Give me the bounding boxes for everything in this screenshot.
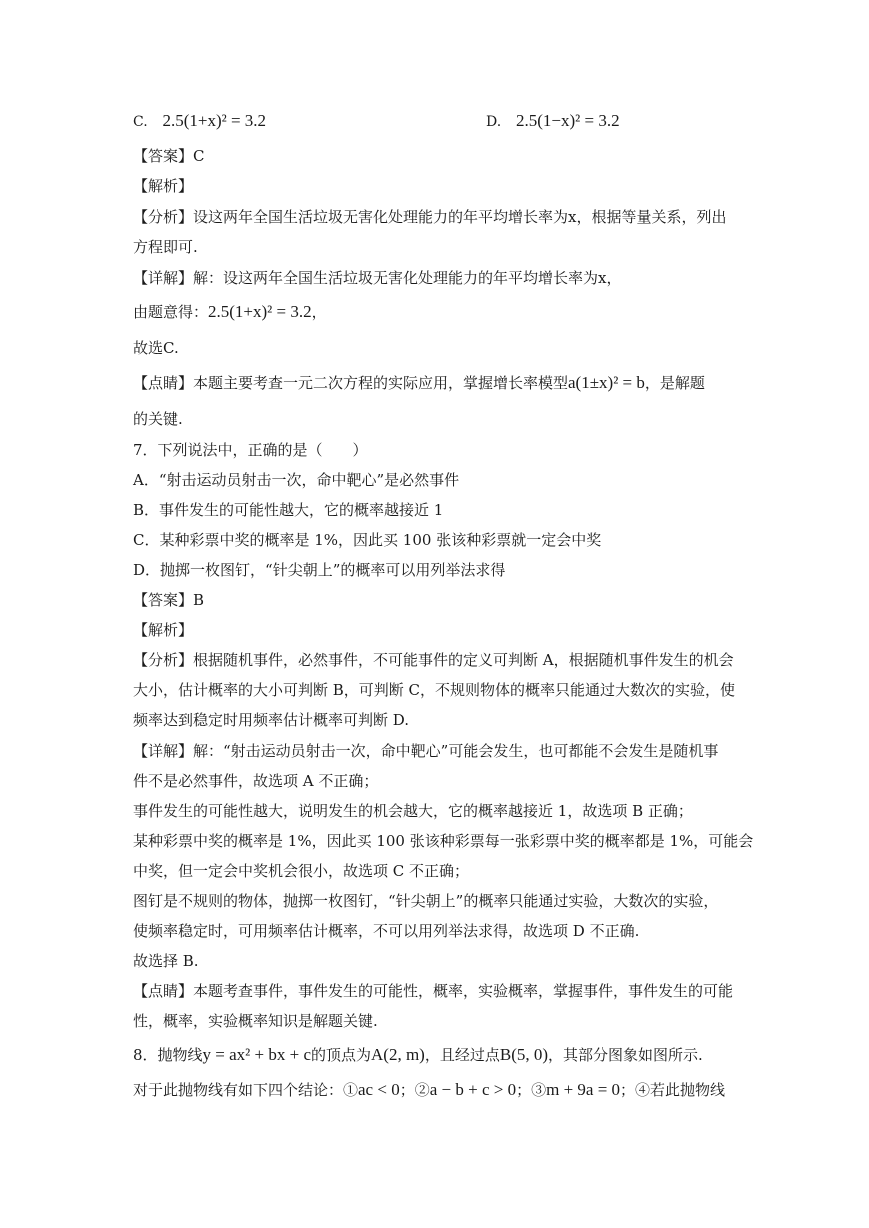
q8-stem-suffix: ，其部分图象如图所示. bbox=[548, 1046, 703, 1064]
q8-conclusion-1: ac < 0 bbox=[358, 1080, 400, 1099]
q7-comment-line: 【点睛】本题考查事件，事件发生的可能性，概率，实验概率，掌握事件，事件发生的可能 bbox=[133, 982, 734, 1000]
q6-detail-equation-line bbox=[133, 302, 327, 322]
q8-parabola-equation: y = ax² + bx + c bbox=[202, 1045, 311, 1064]
q7-comment-line: 性，概率，实验概率知识是解题关键. bbox=[133, 1012, 378, 1030]
q7-detail-line: 图钉是不规则的物体，抛掷一枚图钉，“针尖朝上”的概率只能通过实验，大数次的实验， bbox=[133, 892, 719, 910]
q7-option-b: B．事件发生的可能性越大，它的概率越接近 1 bbox=[133, 501, 444, 519]
q7-detail-line: 故选择 B. bbox=[133, 952, 199, 970]
q8-line-text: ；② bbox=[399, 1081, 430, 1099]
option-c-label: C. bbox=[133, 114, 148, 130]
q6-comment-line bbox=[133, 373, 705, 393]
q7-detail-line: 某种彩票中奖的概率是 1%，因此买 100 张该种彩票每一张彩票中奖的概率都是 1%，可能会 bbox=[133, 832, 754, 850]
option-d-label: D. bbox=[486, 114, 502, 130]
q6-detail-line: 故选C. bbox=[133, 339, 179, 357]
q7-answer: 【答案】B bbox=[133, 591, 205, 609]
q7-analysis-line: 频率达到稳定时用频率估计概率可判断 D. bbox=[133, 711, 410, 729]
q8-conclusion-3: m + 9a = 0 bbox=[546, 1080, 621, 1099]
q7-detail-line: 【详解】解：“射击运动员射击一次，命中靶心”可能会发生，也可都能不会发生是随机事 bbox=[133, 742, 719, 760]
detail-suffix: ， bbox=[311, 303, 327, 321]
q8-point-b: B(5, 0) bbox=[499, 1045, 549, 1064]
q6-option-c bbox=[133, 111, 266, 132]
comment-suffix: ，是解题 bbox=[644, 374, 705, 392]
detail-equation: 2.5(1+x)² = 3.2 bbox=[208, 302, 312, 321]
q6-option-d bbox=[486, 111, 620, 132]
q8-stem-text: 的顶点为 bbox=[311, 1046, 372, 1064]
q7-detail-line: 件不是必然事件，故选项 A 不正确； bbox=[133, 772, 379, 790]
q7-analysis-line: 大小，估计概率的大小可判断 B，可判断 C，不规则物体的概率只能通过大数次的实验，使 bbox=[133, 681, 736, 699]
comment-prefix: 【点睛】本题主要考查一元二次方程的实际应用，掌握增长率模型 bbox=[133, 374, 569, 392]
q6-analysis-line: 【分析】设这两年全国生活垃圾无害化处理能力的年平均增长率为x，根据等量关系，列出 bbox=[133, 208, 727, 226]
q7-detail-line: 使频率稳定时，可用频率估计概率，不可以用列举法求得，故选项 D 不正确. bbox=[133, 922, 640, 940]
q6-answer: 【答案】C bbox=[133, 147, 205, 165]
q7-option-c: C．某种彩票中奖的概率是 1%，因此买 100 张该种彩票就一定会中奖 bbox=[133, 531, 602, 549]
q8-conclusions-line bbox=[133, 1080, 725, 1100]
q7-option-d: D．抛掷一枚图钉，“针尖朝上”的概率可以用列举法求得 bbox=[133, 561, 506, 579]
q6-analysis-heading: 【解析】 bbox=[133, 177, 194, 195]
option-d-expression: 2.5(1−x)² = 3.2 bbox=[515, 111, 620, 130]
q7-analysis-heading: 【解析】 bbox=[133, 621, 194, 639]
q6-detail-line: 【详解】解：设这两年全国生活垃圾无害化处理能力的年平均增长率为x， bbox=[133, 269, 622, 287]
q8-stem bbox=[133, 1045, 703, 1065]
q8-vertex-point: A(2, m) bbox=[371, 1045, 425, 1064]
q7-stem: 7．下列说法中，正确的是（ ） bbox=[133, 441, 368, 459]
comment-model: a(1±x)² = b bbox=[568, 373, 645, 392]
q8-stem-prefix: 8．抛物线 bbox=[133, 1046, 203, 1064]
q7-analysis-line: 【分析】根据随机事件，必然事件，不可能事件的定义可判断 A，根据随机事件发生的机会 bbox=[133, 651, 734, 669]
option-c-expression: 2.5(1+x)² = 3.2 bbox=[162, 111, 267, 130]
q7-detail-line: 事件发生的可能性越大，说明发生的机会越大，它的概率越接近 1，故选项 B 正确； bbox=[133, 802, 693, 820]
q7-option-a: A．“射击运动员射击一次，命中靶心”是必然事件 bbox=[133, 471, 460, 489]
q8-line-prefix: 对于此抛物线有如下四个结论：① bbox=[133, 1081, 359, 1099]
q6-analysis-line: 方程即可. bbox=[133, 238, 198, 256]
q7-detail-line: 中奖，但一定会中奖机会很小，故选项 C 不正确； bbox=[133, 862, 470, 880]
q8-stem-text: ，且经过点 bbox=[424, 1046, 500, 1064]
detail-prefix: 由题意得： bbox=[133, 303, 209, 321]
q6-comment-line: 的关键. bbox=[133, 410, 183, 428]
q8-line-text: ；③ bbox=[516, 1081, 547, 1099]
q8-conclusion-2: a − b + c > 0 bbox=[429, 1080, 517, 1099]
q8-line-suffix: ；④若此抛物线 bbox=[620, 1081, 726, 1099]
